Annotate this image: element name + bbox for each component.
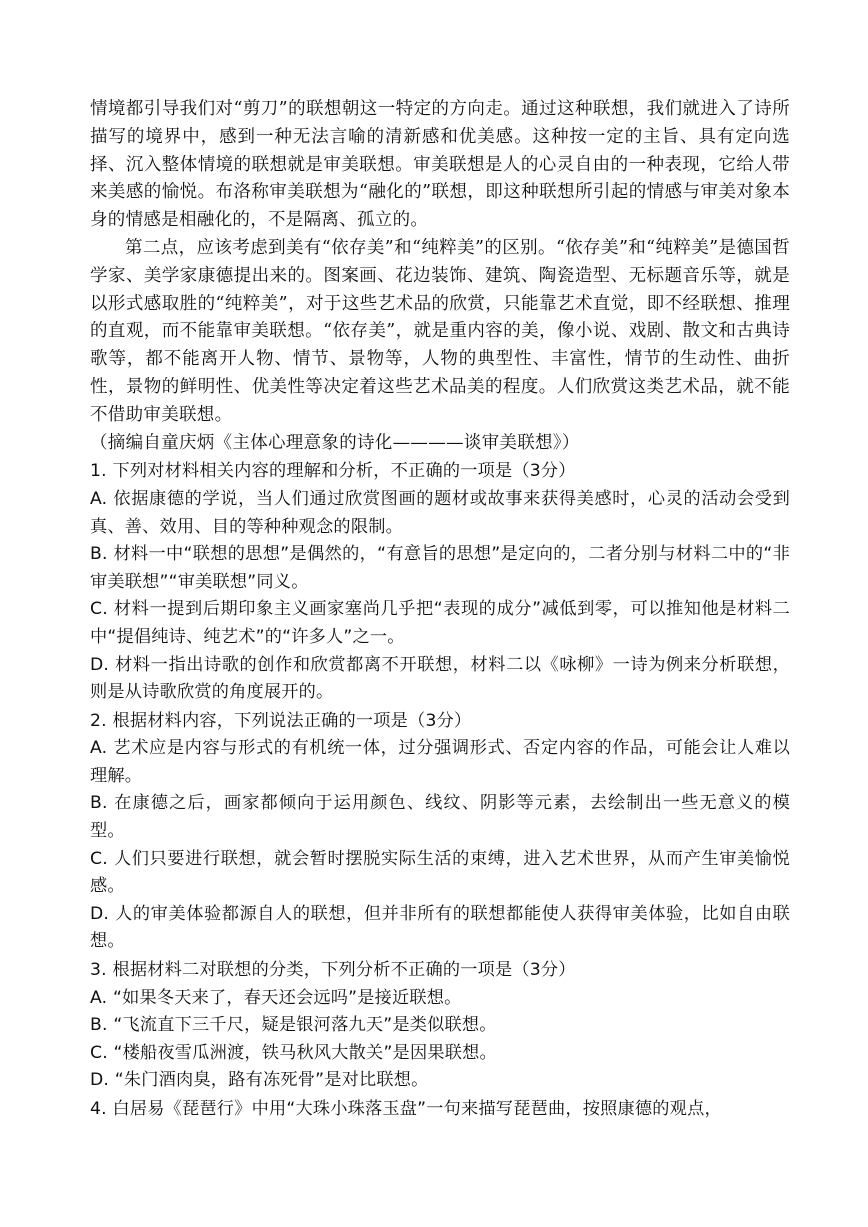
question-3	[90, 957, 790, 1095]
passage-paragraph-1: 情境都引导我们对“剪刀”的联想朝这一特定的方向走。通过这种联想，我们就进入了诗所描写的境界中，感到一种无法言喻的清新感和优美感。这种按一定的主旨、具有定向选择、沉入整体情境的联想就是审美联想。审美联想是人的心灵自由的一种表现，它给人带来美感的愉悦。布洛称审美联想为“融化的”联想，即这种联想所引起的情感与审美对象本身的情感是相融化的，不是隔离、孤立的。	[90, 99, 790, 231]
question-list	[90, 458, 790, 1123]
question-stem: 1. 下列对材料相关内容的理解和分析，不正确的一项是（3分）	[90, 461, 576, 482]
option-a: A. 依据康德的学说，当人们通过欣赏图画的题材或故事来获得美感时，心灵的活动会受到真、善、效用、目的等种种观念的限制。	[90, 488, 790, 537]
question-1	[90, 458, 790, 706]
option-c: C. 人们只要进行联想，就会暂时摆脱实际生活的束缚，进入艺术世界，从而产生审美愉悦感。	[90, 848, 790, 897]
option-c: C. 材料一提到后期印象主义画家塞尚几乎把“表现的成分”减低到零，可以推知他是材料二中“提倡纯诗、纯艺术”的“许多人”之一。	[90, 599, 790, 647]
option-d: D. “朱门酒肉臭，路有冻死骨”是对比联想。	[90, 1070, 429, 1091]
option-a: A. 艺术应是内容与形式的有机统一体，过分强调形式、否定内容的作品，可能会让人难以理解。	[90, 738, 790, 786]
option-d: D. 材料一指出诗歌的创作和欣赏都离不开联想，材料二以《咏柳》一诗为例来分析联想，则是从诗歌欣赏的角度展开的。	[90, 654, 790, 703]
option-d: D. 人的审美体验都源自人的联想，但并非所有的联想都能使人获得审美体验，比如自由联想。	[90, 903, 790, 952]
option-a: A. “如果冬天来了，春天还会远吗”是接近联想。	[90, 987, 462, 1008]
reading-passage	[90, 96, 790, 457]
question-2	[90, 708, 790, 956]
passage-paragraph-2: 第二点，应该考虑到美有“依存美”和“纯粹美”的区别。“依存美”和“纯粹美”是德国哲学家、美学家康德提出来的。图案画、花边装饰、建筑、陶瓷造型、无标题音乐等，就是以形式感取胜的“纯粹美”，对于这些艺术品的欣赏，只能靠艺术直觉，即不经联想、推理的直观，而不能靠审美联想。“依存美”，就是重内容的美，像小说、戏剧、散文和古典诗歌等，都不能离开人物、情节、景物等，人物的典型性、丰富性，情节的生动性、曲折性，景物的鲜明性、优美性等决定着这些艺术品美的程度。人们欣赏这类艺术品，就不能不借助审美联想。	[90, 237, 790, 425]
option-b: B. “飞流直下三千尺，疑是银河落九天”是类似联想。	[90, 1015, 497, 1036]
exam-page	[90, 96, 790, 1124]
option-b: B. 材料一中“联想的思想”是偶然的，“有意旨的思想”是定向的，二者分别与材料二中的“非审美联想”“审美联想”同义。	[90, 544, 790, 592]
question-stem: 3. 根据材料二对联想的分类，下列分析不正确的一项是（3分）	[90, 960, 576, 981]
option-c: C. “楼船夜雪瓜洲渡，铁马秋风大散关”是因果联想。	[90, 1042, 497, 1063]
question-stem: 2. 根据材料内容，下列说法正确的一项是（3分）	[90, 710, 472, 731]
question-stem: 4. 白居易《琵琶行》中用“大珠小珠落玉盘”一句来描写琵琶曲，按照康德的观点，	[90, 1099, 722, 1120]
question-4	[90, 1096, 790, 1124]
option-b: B. 在康德之后，画家都倾向于运用颜色、线纹、阴影等元素，去绘制出一些无意义的模型。	[90, 793, 790, 842]
passage-source: （摘编自童庆炳《主体心理意象的诗化————谈审美联想》）	[90, 432, 580, 453]
